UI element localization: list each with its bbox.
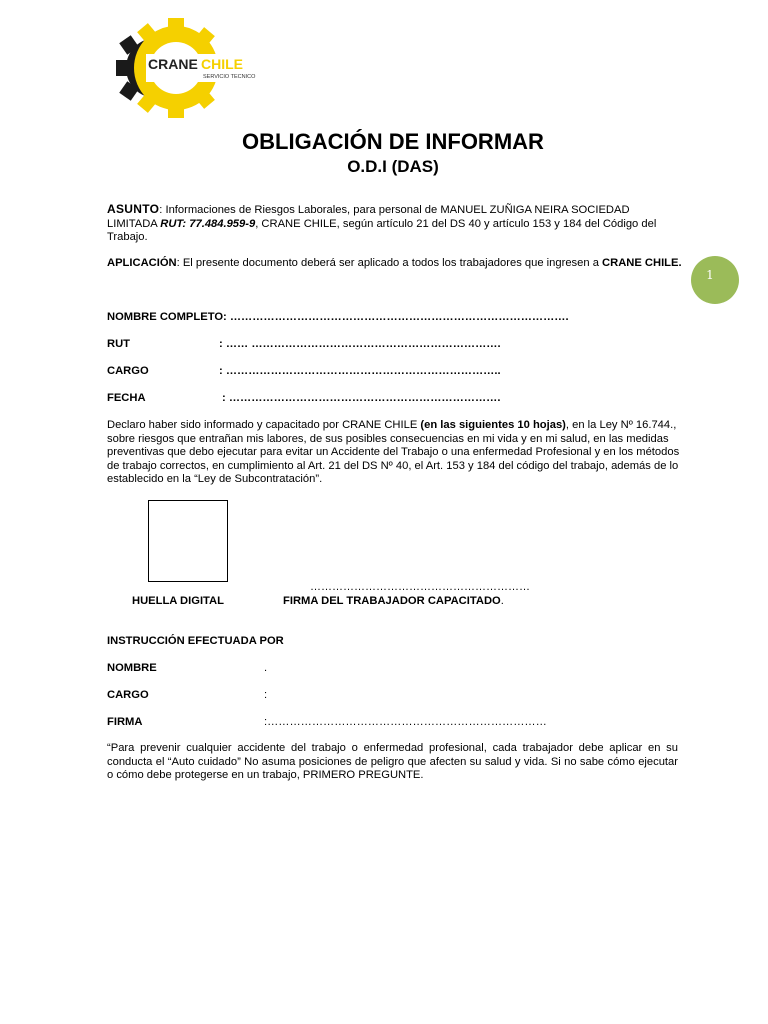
signature-period: . [500, 595, 504, 607]
declaration-text-2: , en la Ley Nº 16.744., sobre riesgos que entrañan mis labores, de sus posibles consecuencias en mi vida y en mi salud, en las medidas preventivas que debo ejecutar para evitar un Accidente del Trabajo o una enfermedad Profesional y en los métodos de trabajo correctos, en cumplimiento al Art. 21 del DS Nº 40, el Art. 153 y 184 del código del trabajo, además de lo establecido en la “Ley de Subcontratación”. [107, 419, 680, 485]
svg-text:CRANE: CRANE [148, 56, 198, 72]
asunto-text-2: , CRANE CHILE, según artículo 21 del DS 40 y artículo 153 y 184 del Código del Trabajo. [107, 217, 657, 243]
nombre-completo-dots: ………………………………………………………………………………. [229, 311, 569, 323]
aplicacion-label: APLICACIÓN [107, 257, 177, 269]
signature-dots: …………………………………………………… [310, 581, 530, 593]
fecha-dots: : ………………………………………………………………. [222, 392, 501, 404]
asunto-label: ASUNTO [107, 202, 160, 216]
document-title: OBLIGACIÓN DE INFORMAR [242, 129, 544, 154]
instruction-cargo-value: : [264, 689, 268, 701]
fingerprint-label: HUELLA DIGITAL [132, 595, 224, 607]
rut-label: RUT [107, 338, 130, 350]
fecha-label: FECHA [107, 392, 146, 404]
asunto-text: : Informaciones de Riesgos Laborales, para personal de MANUEL ZUÑIGA NEIRA SOCIEDAD LIMITADA [107, 204, 630, 230]
aplicacion-company: CRANE CHILE. [602, 257, 682, 269]
safety-quote: “Para prevenir cualquier accidente del trabajo o enfermedad profesional, cada trabajador debe aplicar en su conducta el “Auto cuidado” No asuma posiciones de peligro que afecten su salud y vida. Si no sabe cómo ejecutar o cómo debe protegerse en un trabajo, PRIMERO PREGUNTE. [107, 742, 678, 781]
declaration-bold: (en las siguientes 10 hojas) [420, 419, 566, 431]
instruction-nombre-label: NOMBRE [107, 662, 157, 674]
cargo-dots: : ……………………………………………………………….. [219, 365, 501, 377]
gear-logo-icon [116, 18, 266, 118]
page-number-badge: 1 [691, 256, 739, 304]
aplicacion-paragraph [107, 257, 682, 271]
asunto-rut: RUT: 77.484.959-9 [160, 217, 256, 230]
svg-text:CHILE: CHILE [201, 56, 243, 72]
crane-chile-logo [116, 18, 266, 118]
document-subtitle: O.D.I (DAS) [347, 157, 439, 176]
nombre-completo-label: NOMBRE COMPLETO: [107, 311, 227, 323]
asunto-paragraph [107, 203, 682, 245]
instruction-firma-value: :………………………………………………………………… [264, 716, 547, 728]
instruction-nombre-value: . [264, 662, 268, 674]
rut-dots: : …… …………………………………………………………. [219, 338, 501, 350]
nombre-completo-field [107, 311, 569, 323]
declaration-text: Declaro haber sido informado y capacitado por CRANE CHILE [107, 419, 421, 431]
signature-label-wrap [283, 595, 504, 607]
aplicacion-text: : El presente documento deberá ser aplicado a todos los trabajadores que ingresen a [176, 257, 603, 269]
instruction-cargo-label: CARGO [107, 689, 149, 701]
fingerprint-box [148, 500, 228, 582]
signature-label: FIRMA DEL TRABAJADOR CAPACITADO [283, 595, 501, 607]
instruction-heading: INSTRUCCIÓN EFECTUADA POR [107, 635, 284, 647]
declaration-paragraph [107, 419, 682, 487]
svg-text:SERVICIO TECNICO: SERVICIO TECNICO [203, 74, 256, 80]
instruction-firma-label: FIRMA [107, 716, 143, 728]
cargo-label: CARGO [107, 365, 149, 377]
